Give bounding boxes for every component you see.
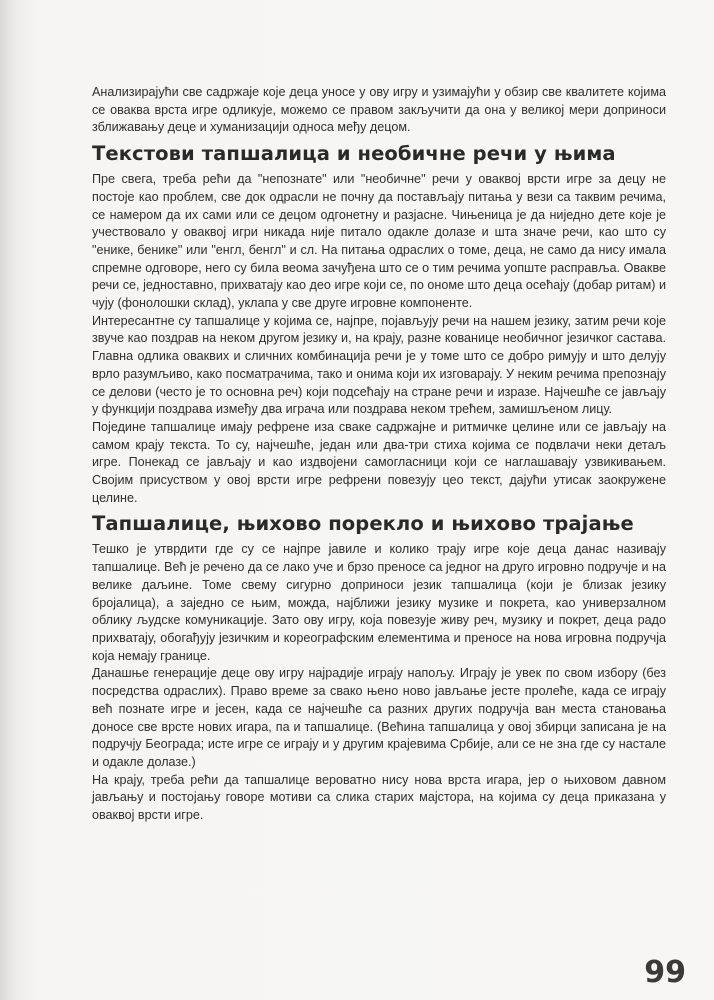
page-number: 99: [644, 955, 686, 990]
paragraph-greetings: Интересантне су тапшалице у којима се, најпре, појављују речи на нашем језику, затим речи које звуче као поздрав на неком другом језику и, на крају, разне кованице необичног језичког састава. Главна одлика оваквих и сличних комбинација речи је у томе што се добро римују и што делују врло разумљиво, како посматрачима, тако и онима који их изговарају. У неким речима препознају се делови (често је то основна реч) који подсећају на стране речи и изразе. Најчешће се јављају у функцији поздрава између два играча или поздрава неком трећем, замишљеном лицу.: [92, 313, 666, 417]
paragraph-origin: Тешко је утврдити где су се најпре јавиле и колико трају игре које деца данас називају тапшалице. Већ је речено да се лако уче и брзо преносе са једног на друго игровно подручје и на велике даљине. Томе свему сигурно доприноси језик тапшалица (који је близак језику бројалица), а заједно се њим, можда, најближи језику музике и покрета, као универзалном облику људске комуникације. Зато ову игру, која повезује живу реч, музику и покрет, деца радо прихватају, обогађују језичким и кореографским елементима и преносе на нова игровна подручја која немају границе.: [92, 542, 666, 663]
paragraph-refrains: Поједине тапшалице имају рефрене иза сваке садржајне и ритмичке целине или се јављају на самом крају текста. То су, најчешће, један или два-три стиха којима се подвлачи неки детаљ игре. Понекад се јављају и као издвојени самогласници који се наглашавају узвикивањем. Својим присуством у овој врсти игре рефрени повезују цео текст, дајући утисак заокружене целине.: [92, 419, 666, 505]
page-content: [92, 84, 666, 825]
paragraph-conclusion: На крају, треба рећи да тапшалице вероватно нису нова врста игара, јер о њиховом давном јављању и постојању говоре мотиви са слика старих мајстора, на којима су деца приказана у оваквој врсти игре.: [92, 772, 666, 823]
intro-paragraph: Анализирајући све садржаје које деца уносе у ову игру и узимајући у обзир све квалитете којима се оваква врста игре одликује, можемо се правом закључити да она у великој мери доприноси зближавању деце и хуманизацији односа међу децом.: [92, 85, 666, 135]
paragraph-generations: Данашње генерације деце ову игру најрадије играју напољу. Играју је увек по свом избору (без посредства одраслих). Право време за свако њено ново јављање јесте пролеће, када се играју већ познате игре и јесен, када се најчешће са разних других подручја ван места становања доносе све врсте нових игара, па и тапшалице. (Већина тапшалица у овој збирци записана је на подручју Београда; исте игре се играју и у другим крајевима Србије, али се не зна где су настале и одакле долазе.): [92, 666, 666, 769]
section-heading-texts: Текстови тапшалица и необичне речи у њима: [92, 142, 616, 166]
paragraph-unusual-words: Пре свега, треба рећи да "непознате" или "необичне" речи у оваквој врсти игре за децу не постоје као проблем, све док одрасли не почну да постављају питања у вези са таквим речима, се намером да их сами или се децом одгонетну и разјасне. Чињеница је да ниједно дете које је учествовало у оваквој игри никада није питало одакле долазе и шта значе речи, као што су "еникe, беникe" или "енгл, бенгл" и сл. На питања одраслих о томе, деца, не само да нису имала спремне одговоре, него су била веома зачуђена што се о тим речима уопште расправља. Овакве речи се, једноставно, прихватају као део игре који се, по ономе што деца осећају (добар ритам) и чују (фонолошки склад), уклапа у све друге игровне компоненте.: [92, 172, 666, 311]
section-heading-origin: Тапшалице, њихово порекло и њихово трајање: [92, 512, 634, 536]
